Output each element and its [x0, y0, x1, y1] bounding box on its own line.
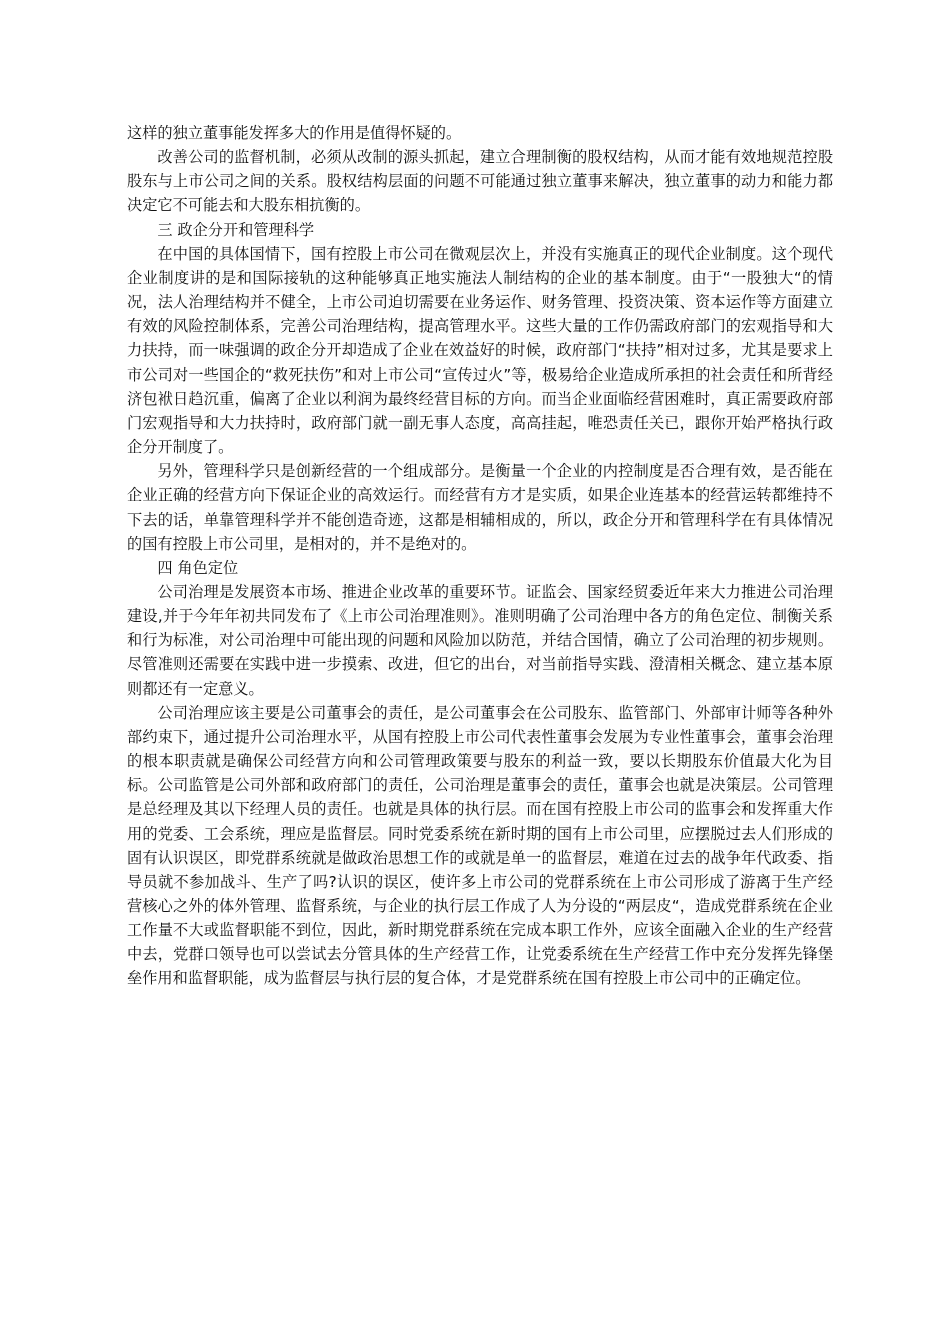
paragraph-management-science: 另外，管理科学只是创新经营的一个组成部分。是衡量一个企业的内控制度是否合理有效，是否能在企业正确的经营方向下保证企业的高效运行。而经营有方才是实质，如果企业连基本的经营运转都维持不下去的话，单靠管理科学并不能创造奇迹，这都是相辅相成的，所以，政企分开和管理科学在有具体情况的国有控股上市公司里，是相对的，并不是绝对的。: [127, 462, 833, 553]
paragraph-continuation: 这样的独立董事能发挥多大的作用是值得怀疑的。: [127, 124, 462, 142]
section-heading-4: 四 角色定位: [157, 558, 239, 577]
section-heading-3: 三 政企分开和管理科学: [157, 220, 315, 239]
paragraph-board-responsibility: 公司治理应该主要是公司董事会的责任，是公司董事会在公司股东、监管部门、外部审计师等各种外部约束下，通过提升公司治理水平，从国有控股上市公司代表性董事会发展为专业性董事会，董事会治理的根本职责就是确保公司经营方向和公司管理政策要与股东的利益一致，要以长期股东价值最大化为目标。公司监管是公司外部和政府部门的责任，公司治理是董事会的责任，董事会也就是决策层。公司管理是总经理及其以下经理人员的责任。也就是具体的执行层。而在国有控股上市公司的监事会和发挥重大作用的党委、工会系统，理应是监督层。同时党委系统在新时期的国有上市公司里，应摆脱过去人们形成的固有认识误区，即党群系统就是做政治思想工作的或就是单一的监督层，难道在过去的战争年代政委、指导员就不参加战斗、生产了吗?认识的误区，使许多上市公司的党群系统在上市公司形成了游离于生产经营核心之外的体外管理、监督系统，与企业的执行层工作成了人为分设的“两层皮“，造成党群系统在企业工作量不大或监督职能不到位，因此，新时期党群系统在完成本职工作外，应该全面融入企业的生产经营中去，党群口领导也可以尝试去分管具体的生产经营工作，让党委系统在生产经营工作中充分发挥先锋堡垒作用和监督职能，成为监督层与执行层的复合体，才是党群系统在国有控股上市公司中的正确定位。: [127, 703, 833, 988]
paragraph-supervision-mechanism: 改善公司的监督机制，必须从改制的源头抓起，建立合理制衡的股权结构，从而才能有效地规范控股股东与上市公司之间的关系。股权结构层面的问题不可能通过独立董事来解决，独立董事的动力和能力都决定它不可能去和大股东相抗衡的。: [127, 148, 833, 215]
paragraph-corporate-governance: 公司治理是发展资本市场、推进企业改革的重要环节。证监会、国家经贸委近年来大力推进公司治理建设,并于今年年初共同发布了《上市公司治理准则》。准则明确了公司治理中各方的角色定位、制衡关系和行为标准，对公司治理中可能出现的问题和风险加以防范，并结合国情，确立了公司治理的初步规则。尽管准则还需要在实践中进一步摸索、改进，但它的出台，对当前指导实践、澄清相关概念、建立基本原则都还有一定意义。: [127, 582, 833, 698]
paragraph-national-conditions: 在中国的具体国情下，国有控股上市公司在微观层次上，并没有实施真正的现代企业制度。这个现代企业制度讲的是和国际接轨的这种能够真正地实施法人制结构的企业的基本制度。由于“一股独大“的情况，法人治理结构并不健全，上市公司迫切需要在业务运作、财务管理、投资决策、资本运作等方面建立有效的风险控制体系，完善公司治理结构，提高管理水平。这些大量的工作仍需政府部门的宏观指导和大力扶持，而一味强调的政企分开却造成了企业在效益好的时候，政府部门“扶持”相对过多，尤其是要求上市公司对一些国企的“救死扶伤”和对上市公司“宣传过火”等，极易给企业造成所承担的社会责任和所背经济包袱日趋沉重，偏离了企业以利润为最终经营目标的方向。而当企业面临经营困难时，真正需要政府部门宏观指导和大力扶持时，政府部门就一副无事人态度，高高挂起，唯恐责任关已，跟你开始严格执行政企分开制度了。: [127, 244, 833, 457]
document-body: [127, 121, 833, 991]
